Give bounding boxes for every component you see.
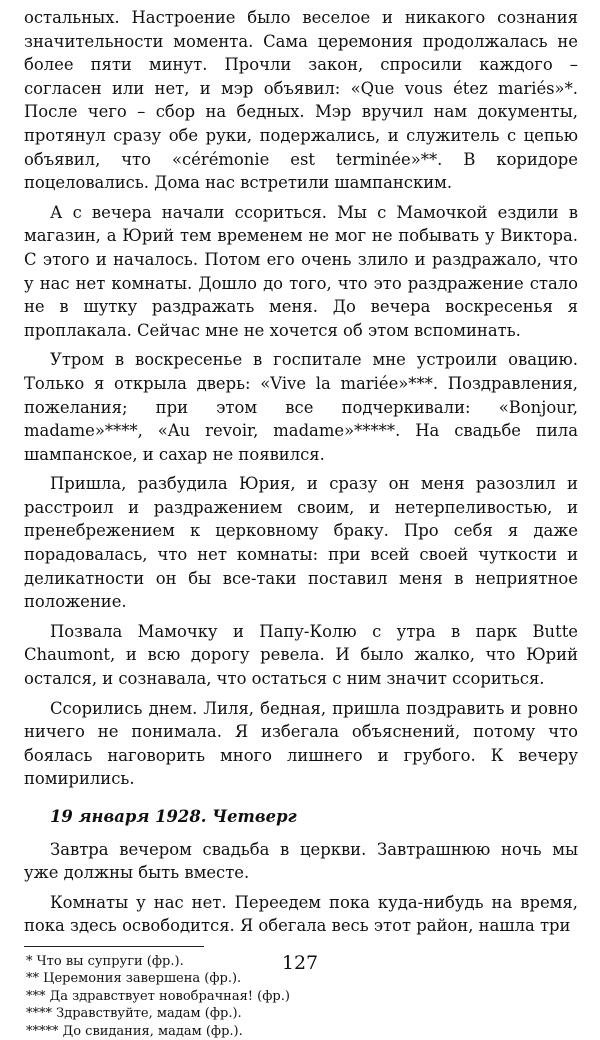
paragraph: остальных. Настроение было веселое и никакого сознания значительности момента. Сама церемония продолжалась не более пяти минут. Прочли закон, спросили каждого – согласен или нет, и мэр объявил: «Que vous étez mariés»*. После чего – сбор на бедных. Мэр вручил нам документы, протянул сразу обе руки, подержались, и служитель с цепью объявил, что «cérémonie est terminée»**. В коридоре поцеловались. Дома нас встретили шампанским. xyxy=(24,8,578,193)
page-number: 127 xyxy=(281,952,319,974)
paragraph: Утром в воскресенье в госпитале мне устроили овацию. Только я открыла дверь: «Vive la mariée»***. Поздравления, пожелания; при этом все подчеркивали: «Bonjour, madame»****, «Au revoir, madame»*****. На свадьбе пила шампанское, и сахар не появился. xyxy=(24,350,578,464)
footnote-divider xyxy=(24,946,204,947)
paragraph: Ссорились днем. Лиля, бедная, пришла поздравить и ровно ничего не понимала. Я избегала объяснений, потому что боялась наговорить много лишнего и грубого. К вечеру помирились. xyxy=(24,698,578,789)
footnote: ** Церемония завершена (фр.). xyxy=(26,971,242,987)
footnote: * Что вы супруги (фр.). xyxy=(26,953,184,969)
paragraph: А с вечера начали ссориться. Мы с Мамочкой ездили в магазин, а Юрий тем временем не мог не побывать у Виктора. С этого и началось. Потом его очень злило и раздражало, что у нас нет комнаты. Дошло до того, что это раздражение стало не в шутку раздражать меня. До вечера воскресенья я проплакала. Сейчас мне не хочется об этом вспоминать. xyxy=(24,202,578,340)
paragraph: Пришла, разбудила Юрия, и сразу он меня разозлил и расстроил и раздражением своим, и нетерпеливостью, и пренебрежением к церковному браку. Про себя я даже порадовалась, что нет комнаты: при всей своей чуткости и деликатности он бы все-таки поставил меня в неприятное положение. xyxy=(24,474,578,612)
paragraph: Комнаты у нас нет. Переедем пока куда-нибудь на время, пока здесь освободится. Я обегала весь этот район, нашла три xyxy=(24,892,578,936)
diary-date-heading: 19 января 1928. Четверг xyxy=(50,807,297,826)
paragraph: Позвала Мамочку и Папу-Колю с утра в парк Butte Chaumont, и всю дорогу ревела. И было жалко, что Юрий остался, и сознавала, что остаться с ним значит ссориться. xyxy=(24,621,578,689)
footnote: ***** До свидания, мадам (фр.). xyxy=(26,1023,243,1039)
paragraph: Завтра вечером свадьба в церкви. Завтрашнюю ночь мы уже должны быть вместе. xyxy=(24,839,578,883)
main-text xyxy=(24,6,578,938)
footnote: **** Здравствуйте, мадам (фр.). xyxy=(26,1006,242,1022)
footnote: *** Да здравствует новобрачная! (фр.) xyxy=(26,988,290,1004)
